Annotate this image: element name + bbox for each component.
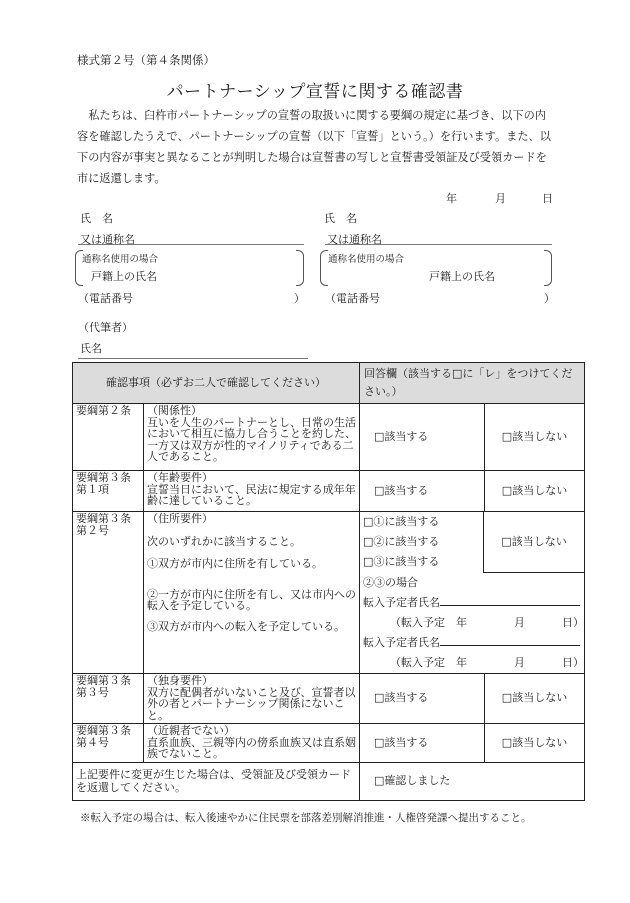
checkbox-option-3[interactable]: □③に該当する bbox=[363, 555, 440, 568]
transfer-name-row bbox=[360, 633, 584, 653]
transfer-name-label: 転入予定者氏名 bbox=[363, 596, 440, 609]
requirement-desc: 直系血族、三親等内の傍系血族又は直系姻族でないこと。 bbox=[147, 735, 356, 760]
col-header-items: 確認事項（必ずお二人で確認してください） bbox=[73, 363, 360, 404]
transfer-plan-label: （転入予定 bbox=[390, 656, 445, 669]
signer-2-alias-label: 又は通称名 bbox=[327, 233, 382, 246]
requirement-cell bbox=[144, 674, 360, 724]
date-day: 日 bbox=[542, 192, 553, 205]
requirement-cell bbox=[144, 724, 360, 763]
signer-1-family-name-label: 戸籍上の氏名 bbox=[91, 270, 157, 283]
signer-2-name-label: 氏 名 bbox=[324, 212, 357, 225]
checkbox-no[interactable]: □該当しない bbox=[485, 471, 585, 512]
proxy-label: （代筆者） bbox=[78, 321, 133, 334]
address-answer-cell bbox=[360, 512, 585, 674]
signer-1-name-line[interactable] bbox=[78, 244, 304, 245]
article-label: 要綱第３条第４号 bbox=[73, 724, 144, 763]
signer-1-name-label: 氏 名 bbox=[80, 212, 113, 225]
requirement-cell bbox=[144, 512, 360, 674]
table-row bbox=[73, 512, 585, 674]
checkbox-yes[interactable]: □該当する bbox=[360, 404, 485, 471]
transfer-plan-label: （転入予定 bbox=[390, 616, 445, 629]
checkbox-yes[interactable]: □該当する bbox=[360, 674, 485, 724]
signer-2-name-line[interactable] bbox=[325, 244, 552, 245]
proxy-name-label: 氏名 bbox=[80, 342, 102, 355]
footnote: ※転入予定の場合は、転入後速やかに住民票を部落差別解消推進・人権啓発課へ提出すること。 bbox=[80, 812, 532, 824]
checkbox-no[interactable]: □該当しない bbox=[485, 674, 585, 724]
bracket-left bbox=[320, 250, 328, 286]
signer-1-phone-label: （電話番号 bbox=[78, 292, 133, 305]
col-header-answers: 回答欄（該当する□に「レ」をつけてください。） bbox=[360, 363, 585, 404]
table-row bbox=[73, 724, 585, 763]
requirement-title: （住所要件） bbox=[147, 512, 213, 525]
transfer-month-label: 月 bbox=[514, 616, 525, 629]
requirement-title: （近親者でない） bbox=[147, 724, 235, 737]
checkbox-no-label: □該当しない bbox=[501, 534, 567, 548]
transfer-year-label: 年 bbox=[456, 616, 467, 629]
signer-1-alias-label: 又は通称名 bbox=[80, 233, 135, 246]
requirement-item: ①双方が市内に住所を有している。 bbox=[147, 557, 323, 570]
signer-2-phone-close: ） bbox=[544, 292, 555, 305]
document-title: パートナーシップ宣誓に関する確認書 bbox=[166, 82, 464, 102]
requirement-desc: 互いを人生のパートナーとし、日常の生活において相互に協力し合うことを約した、一方又は双方が性的マイノリティである二人であること。 bbox=[147, 415, 356, 463]
checkbox-confirm[interactable]: □確認しました bbox=[360, 763, 585, 801]
transfer-year-label: 年 bbox=[456, 656, 467, 669]
transfer-month-label: 月 bbox=[514, 656, 525, 669]
table-row bbox=[73, 471, 585, 512]
signer-2-family-name-label: 戸籍上の氏名 bbox=[429, 270, 495, 283]
requirement-title: （年齢要件） bbox=[147, 471, 213, 484]
article-label: 要綱第２条 bbox=[73, 404, 144, 471]
article-label: 要綱第３条第２号 bbox=[73, 512, 144, 674]
requirement-desc: 宣誓当日において、民法に規定する成年年齢に達していること。 bbox=[147, 482, 356, 507]
checkbox-option-1[interactable]: □①に該当する bbox=[363, 515, 440, 528]
transfer-name-line[interactable] bbox=[440, 604, 580, 606]
article-label: 要綱第３条第３号 bbox=[73, 674, 144, 724]
signer-2-phone-label: （電話番号 bbox=[325, 292, 380, 305]
change-notice: 上記要件に変更が生じた場合は、受領証及び受領カードを返還してください。 bbox=[73, 763, 360, 801]
signer-2-alias-note: 通称名使用の場合 bbox=[328, 254, 405, 265]
bracket-right bbox=[296, 250, 304, 286]
transfer-name-row bbox=[360, 593, 584, 613]
requirement-cell bbox=[144, 471, 360, 512]
table-row bbox=[73, 674, 585, 724]
checkbox-yes[interactable]: □該当する bbox=[360, 724, 485, 763]
signer-1-alias-note: 通称名使用の場合 bbox=[82, 254, 159, 265]
proxy-name-line[interactable] bbox=[78, 358, 308, 359]
date-year: 年 bbox=[446, 192, 457, 205]
checkbox-no[interactable]: □該当しない bbox=[485, 724, 585, 763]
transfer-date-row bbox=[360, 653, 584, 673]
checkbox-yes[interactable]: □該当する bbox=[360, 471, 485, 512]
requirement-desc: 次のいずれかに該当すること。 bbox=[147, 534, 301, 548]
form-number: 様式第２号（第４条関係） bbox=[77, 53, 215, 67]
transfer-day-label: 日） bbox=[562, 656, 584, 669]
transfer-name-line[interactable] bbox=[440, 644, 580, 646]
signer-1-phone-close: ） bbox=[294, 292, 305, 305]
requirement-cell bbox=[144, 404, 360, 471]
article-label: 要綱第３条第１項 bbox=[73, 471, 144, 512]
transfer-name-label: 転入予定者氏名 bbox=[363, 636, 440, 649]
confirmation-table bbox=[72, 362, 585, 801]
requirement-item: ③双方が市内への転入を予定している。 bbox=[147, 619, 345, 633]
transfer-date-row bbox=[360, 613, 584, 633]
requirement-item: ②一方が市内に住所を有し、又は市内への転入を予定している。 bbox=[147, 587, 356, 612]
checkbox-no[interactable]: □該当しない bbox=[485, 404, 585, 471]
table-row bbox=[73, 763, 585, 801]
case-label: ②③の場合 bbox=[363, 576, 418, 589]
requirement-title: （独身要件） bbox=[147, 674, 213, 687]
intro-paragraph: 私たちは、臼杵市パートナーシップの宣誓の取扱いに関する要綱の規定に基づき、以下の内容を確認したうえで、パートナーシップの宣誓（以下「宣誓」という。）を行います。また、以下の内容が事実と異なることが判明した場合は宣誓書の写しと宣誓書受領証及び受領カードを市に返還します。 bbox=[77, 109, 551, 185]
requirement-title: （関係性） bbox=[147, 404, 202, 417]
requirement-desc: 双方に配偶者がいないこと及び、宣誓者以外の者とパートナーシップ関係にないこと。 bbox=[147, 685, 356, 722]
transfer-day-label: 日） bbox=[562, 616, 584, 629]
table-header bbox=[73, 363, 585, 404]
checkbox-no[interactable] bbox=[483, 512, 584, 573]
checkbox-option-2[interactable]: □②に該当する bbox=[363, 535, 440, 548]
date-month: 月 bbox=[495, 192, 506, 205]
bracket-right bbox=[544, 250, 552, 286]
table-row bbox=[73, 404, 585, 471]
